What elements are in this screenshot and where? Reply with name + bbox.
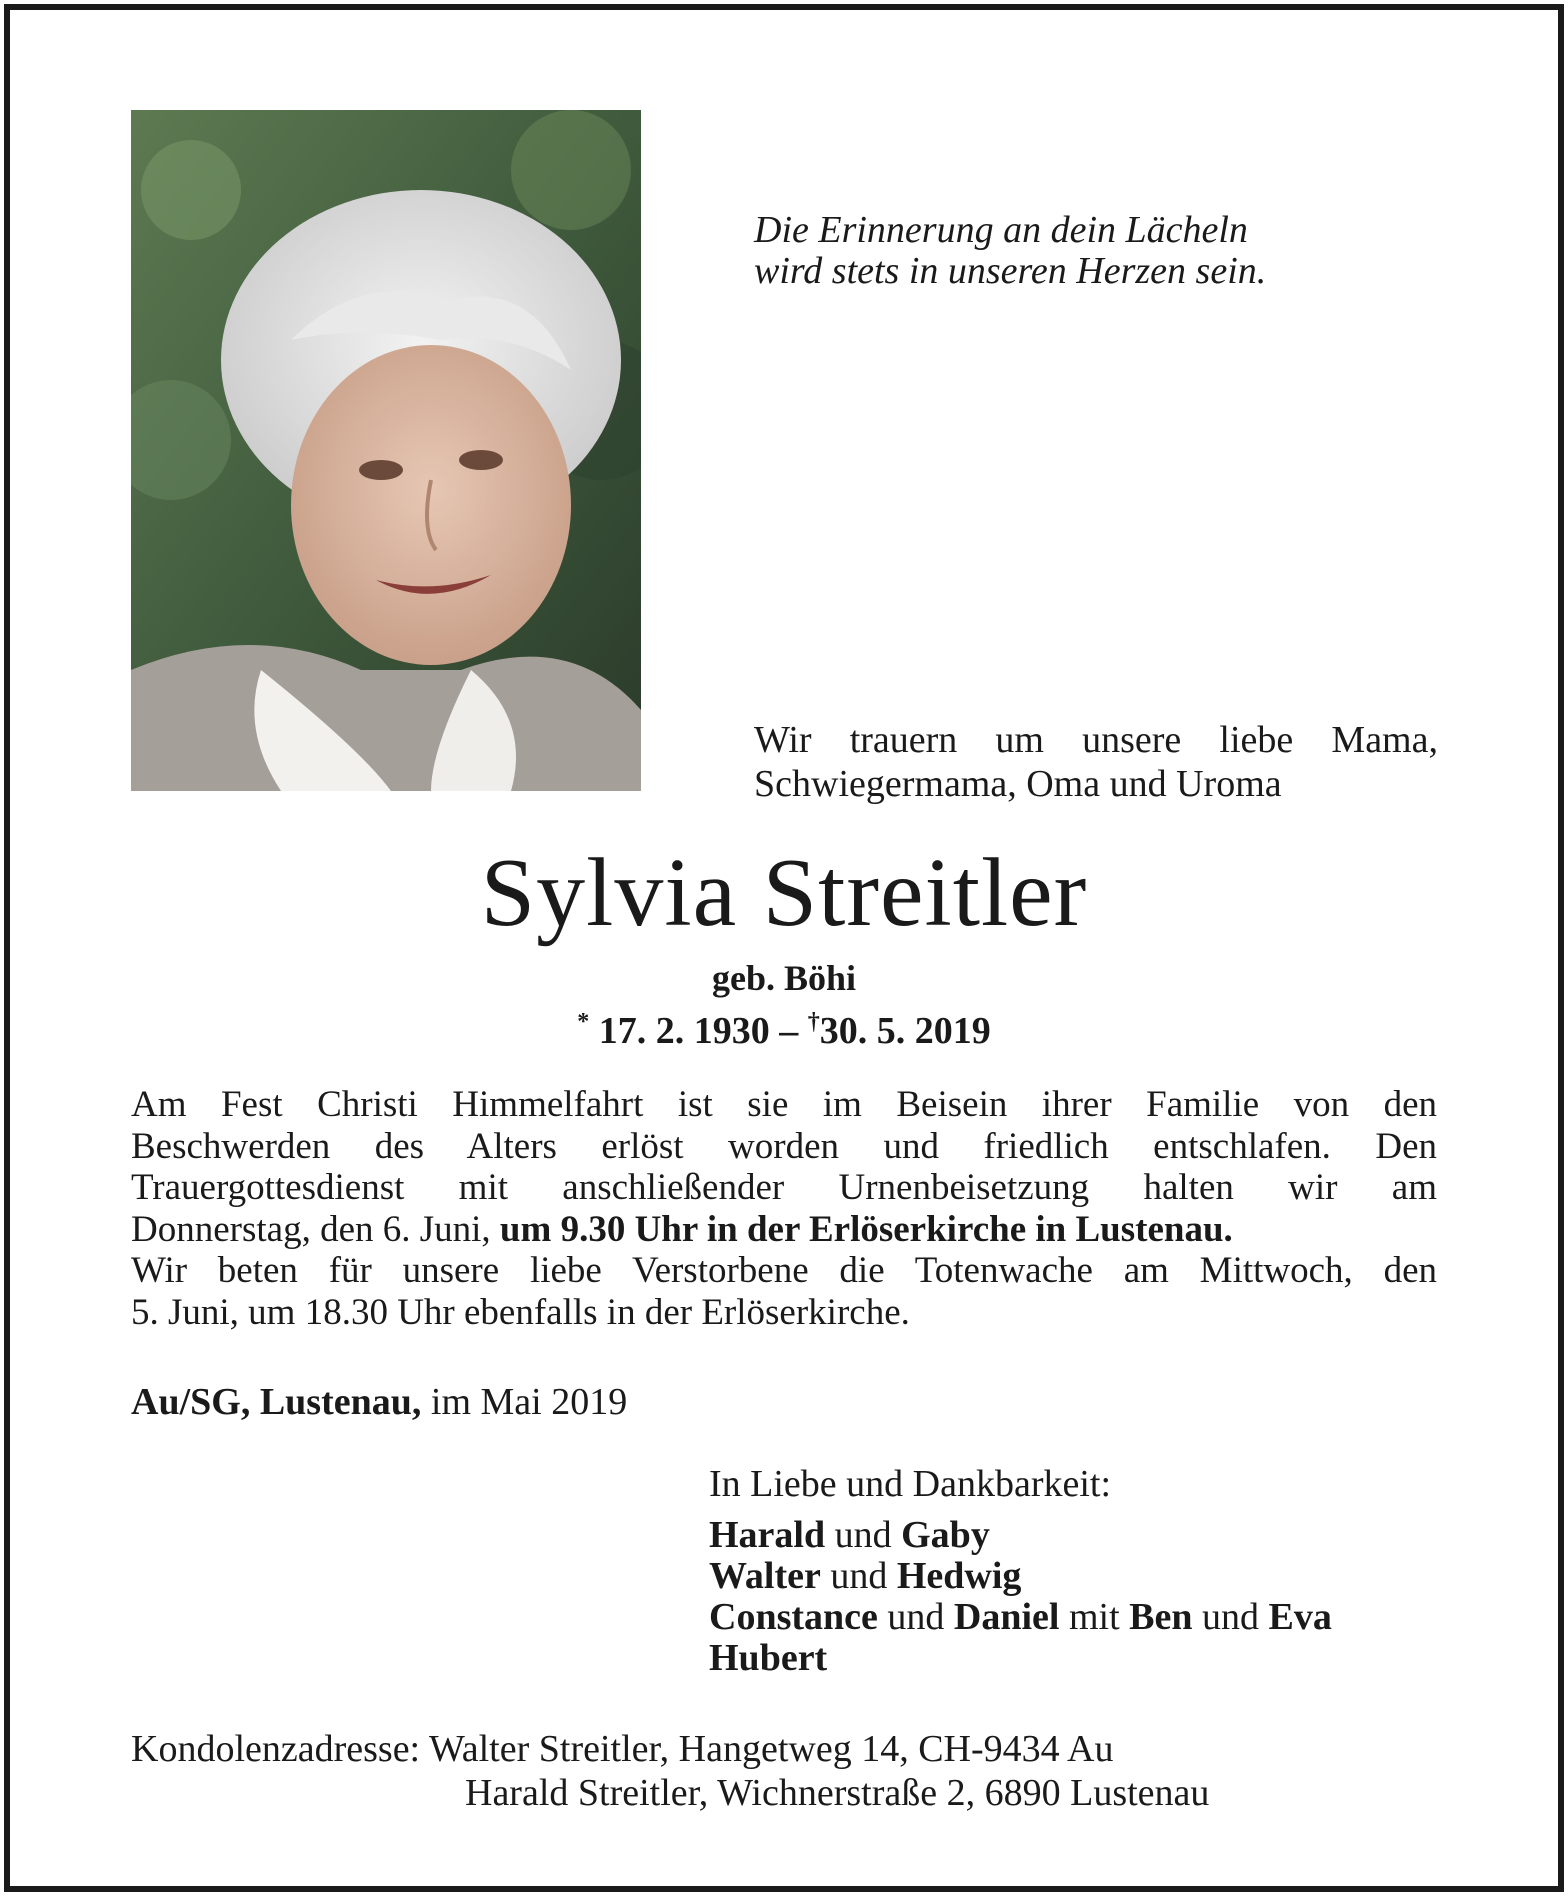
quote-line: wird stets in unseren Herzen sein. xyxy=(754,250,1267,292)
signer-name: Daniel xyxy=(953,1596,1060,1638)
signer-row xyxy=(709,1556,1439,1597)
service-time-highlight: um 9.30 Uhr in der Erlöserkirche in Lustenau. xyxy=(499,1208,1233,1250)
connector: mit xyxy=(1059,1596,1130,1638)
notice-date: im Mai 2019 xyxy=(421,1381,628,1423)
body-line: Beschwerden des Alters erlöst worden und friedlich entschlafen. Den xyxy=(131,1125,1437,1167)
body-line xyxy=(131,1209,1437,1251)
connector: und xyxy=(825,1514,902,1556)
connector: und xyxy=(820,1555,897,1597)
condolence-label: Kondolenzadresse: xyxy=(131,1728,429,1770)
place-names: Au/SG, Lustenau, xyxy=(131,1381,422,1423)
condolence-line xyxy=(131,1771,1209,1815)
connector: und xyxy=(877,1596,954,1638)
address: Harald Streitler, Wichnerstraße 2, 6890 Lustenau xyxy=(465,1772,1210,1814)
body-text-plain: Donnerstag, den 6. Juni, xyxy=(131,1208,500,1250)
signer-name: Constance xyxy=(709,1596,878,1638)
signer-name: Harald xyxy=(709,1514,826,1556)
signer-name: Hubert xyxy=(709,1637,828,1679)
body-line: Trauergottesdienst mit anschließender Urnenbeisetzung halten wir am xyxy=(131,1167,1437,1208)
connector: und xyxy=(1192,1596,1269,1638)
portrait-photo xyxy=(131,110,641,791)
death-date: 30. 5. 2019 xyxy=(819,1010,991,1052)
maiden-name: geb. Böhi xyxy=(711,958,857,998)
condolence-address xyxy=(131,1727,1209,1815)
signer-row xyxy=(709,1515,1439,1556)
signer-name: Gaby xyxy=(901,1514,990,1556)
condolence-line xyxy=(131,1727,1209,1771)
place-date xyxy=(131,1380,627,1424)
deceased-name: Sylvia Streitler xyxy=(480,839,1088,947)
body-line: 5. Juni, um 18.30 Uhr ebenfalls in der Erlöserkirche. xyxy=(131,1291,910,1333)
body-line: Wir beten für unsere liebe Verstorbene die Totenwache am Mittwoch, den xyxy=(131,1250,1437,1291)
life-dates xyxy=(0,1000,1568,1053)
signer-name: Eva xyxy=(1268,1596,1332,1638)
signer-name: Ben xyxy=(1129,1596,1193,1638)
signers-list xyxy=(709,1515,1439,1679)
memorial-quote xyxy=(754,210,1266,292)
signer-row xyxy=(709,1638,1439,1679)
signer-name: Hedwig xyxy=(896,1555,1022,1597)
thanks-line: In Liebe und Dankbarkeit: xyxy=(709,1463,1112,1505)
birth-date: 17. 2. 1930 – xyxy=(598,1010,799,1052)
birth-symbol: * xyxy=(577,1009,590,1035)
notice-body xyxy=(131,1084,1437,1333)
signer-row xyxy=(709,1597,1439,1638)
address: Walter Streitler, Hangetweg 14, CH-9434 Au xyxy=(428,1728,1114,1770)
death-symbol: † xyxy=(807,1009,820,1035)
signer-name: Walter xyxy=(709,1555,821,1597)
mourning-line: Schwiegermama, Oma und Uroma xyxy=(754,763,1282,805)
mourning-line: Wir trauern um unsere liebe Mama, xyxy=(754,719,1438,761)
quote-line: Die Erinnerung an dein Lächeln xyxy=(754,209,1248,251)
body-line: Am Fest Christi Himmelfahrt ist sie im Beisein ihrer Familie von den xyxy=(131,1084,1437,1125)
mourning-statement xyxy=(754,718,1438,806)
